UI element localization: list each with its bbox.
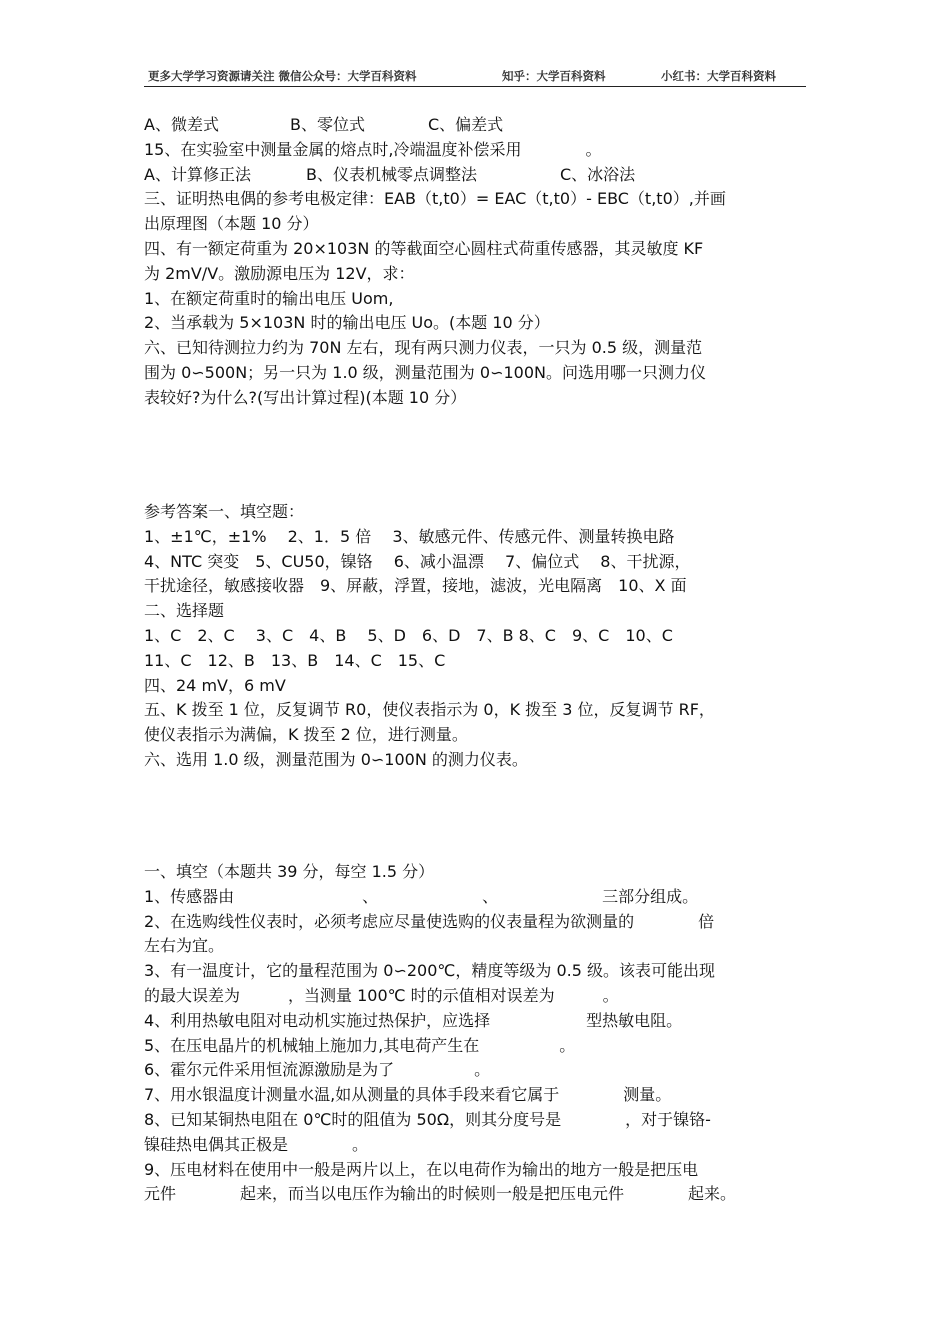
answer-fill-line-2: 4、NTC 突变 5、CU50，镍铬 6、减小温漂 7、偏位式 8、干扰源， <box>144 551 691 571</box>
question-6-line-1: 六、已知待测拉力约为 70N 左右，现有两只测力仪表，一只为 0.5 级，测量范 <box>144 338 703 358</box>
answer-key-title: 参考答案一、填空题： <box>144 502 305 521</box>
fill-question-9-line-1: 9、压电材料在使用中一般是两片以上，在以电荷作为输出的地方一般是把压电 <box>144 1159 699 1179</box>
fill-question-3-line-1: 3、有一温度计，它的量程范围为 0∽200℃，精度等级为 0.5 级。该表可能出现 <box>144 961 715 981</box>
question-6-line-3: 表较好?为什么?(写出计算过程)(本题 10 分） <box>144 387 467 407</box>
answer-4: 四、24 mV，6 mV <box>144 675 286 695</box>
header-xiaohongshu-note: 小红书：大学百科资料 <box>661 69 776 83</box>
answer-choice-line-2: 11、C 12、B 13、B 14、C 15、C <box>144 650 446 670</box>
fill-question-1: 1、传感器由 、 、 三部分组成。 <box>144 886 699 906</box>
fill-question-5: 5、在压电晶片的机械轴上施加力,其电荷产生在 。 <box>144 1035 576 1055</box>
answer-key-section <box>144 500 808 773</box>
question-14-options <box>144 113 808 138</box>
header-zhihu-note: 知乎：大学百科资料 <box>502 69 606 83</box>
question-3-line-2: 出原理图（本题 10 分） <box>144 214 319 234</box>
question-6-line-2: 围为 0∽500N；另一只为 1.0 级，测量范围为 0∽100N。问选用哪一只测力仪 <box>144 362 706 382</box>
fill-question-9-line-2: 元件 起来，而当以电压作为输出的时候则一般是把压电元件 起来。 <box>144 1184 737 1204</box>
answer-choice-title: 二、选择题 <box>144 601 225 621</box>
answer-5-line-1: 五、K 拨至 1 位，反复调节 R0，使仪表指示为 0，K 拨至 3 位，反复调节 RF， <box>144 700 715 720</box>
header-wechat-note: 更多大学学习资源请关注 微信公众号：大学百科资料 <box>148 69 417 83</box>
question-4-sub-2: 2、当承载为 5×103N 时的输出电压 Uo。(本题 10 分） <box>144 313 550 333</box>
fill-question-8-line-1: 8、已知某铜热电阻在 0℃时的阻值为 50Ω，则其分度号是 ，对于镍铬- <box>144 1109 711 1129</box>
fill-question-8-line-2: 镍硅热电偶其正极是 。 <box>144 1134 369 1154</box>
question-4-sub-1: 1、在额定荷重时的输出电压 Uom, <box>144 288 394 308</box>
answer-fill-line-3: 干扰途径，敏感接收器 9、屏蔽，浮置，接地，滤波，光电隔离 10、X 面 <box>144 576 687 596</box>
option-b: B、零位式 <box>290 115 365 134</box>
page-header <box>144 62 806 87</box>
fill-section-title: 一、填空（本题共 39 分，每空 1.5 分） <box>144 862 435 881</box>
question-4-line-2: 为 2mV/V。激励源电压为 12V，求： <box>144 263 415 283</box>
option-c: C、偏差式 <box>428 115 504 134</box>
option-a: A、微差式 <box>144 115 219 134</box>
option-a: A、计算修正法 <box>144 164 251 184</box>
fill-question-4: 4、利用热敏电阻对电动机实施过热保护，应选择 型热敏电阻。 <box>144 1010 683 1030</box>
option-c: C、冰浴法 <box>560 164 636 184</box>
fill-question-6: 6、霍尔元件采用恒流源激励是为了 。 <box>144 1060 491 1080</box>
answer-6: 六、选用 1.0 级，测量范围为 0∽100N 的测力仪表。 <box>144 749 528 769</box>
fill-question-3-line-2: 的最大误差为 ，当测量 100℃ 时的示值相对误差为 。 <box>144 985 619 1005</box>
answer-fill-line-1: 1、±1℃，±1% 2、1．5 倍 3、敏感元件、传感元件、测量转换电路 <box>144 526 675 546</box>
fill-question-2-line-2: 左右为宜。 <box>144 936 225 956</box>
question-15-options <box>144 163 808 188</box>
answer-choice-line-1: 1、C 2、C 3、C 4、B 5、D 6、D 7、B 8、C 9、C 10、C <box>144 625 673 645</box>
question-4-line-1: 四、有一额定荷重为 20×103N 的等截面空心圆柱式荷重传感器，其灵敏度 KF <box>144 238 704 258</box>
exam-questions-section <box>144 113 808 411</box>
answer-5-line-2: 使仪表指示为满偏，K 拨至 2 位，进行测量。 <box>144 725 468 745</box>
fill-in-blank-section <box>144 860 808 1207</box>
fill-question-2-line-1: 2、在选购线性仪表时，必须考虑应尽量使选购的仪表量程为欲测量的 倍 <box>144 911 715 931</box>
fill-question-7: 7、用水银温度计测量水温,如从测量的具体手段来看它属于 测量。 <box>144 1085 672 1105</box>
question-3-line-1: 三、证明热电偶的参考电极定律：EAB（t,t0）= EAC（t,t0）- EBC（t,t0）,并画 <box>144 189 726 209</box>
option-b: B、仪表机械零点调整法 <box>306 164 477 184</box>
question-15: 15、在实验室中测量金属的熔点时,冷端温度补偿采用 。 <box>144 139 602 159</box>
